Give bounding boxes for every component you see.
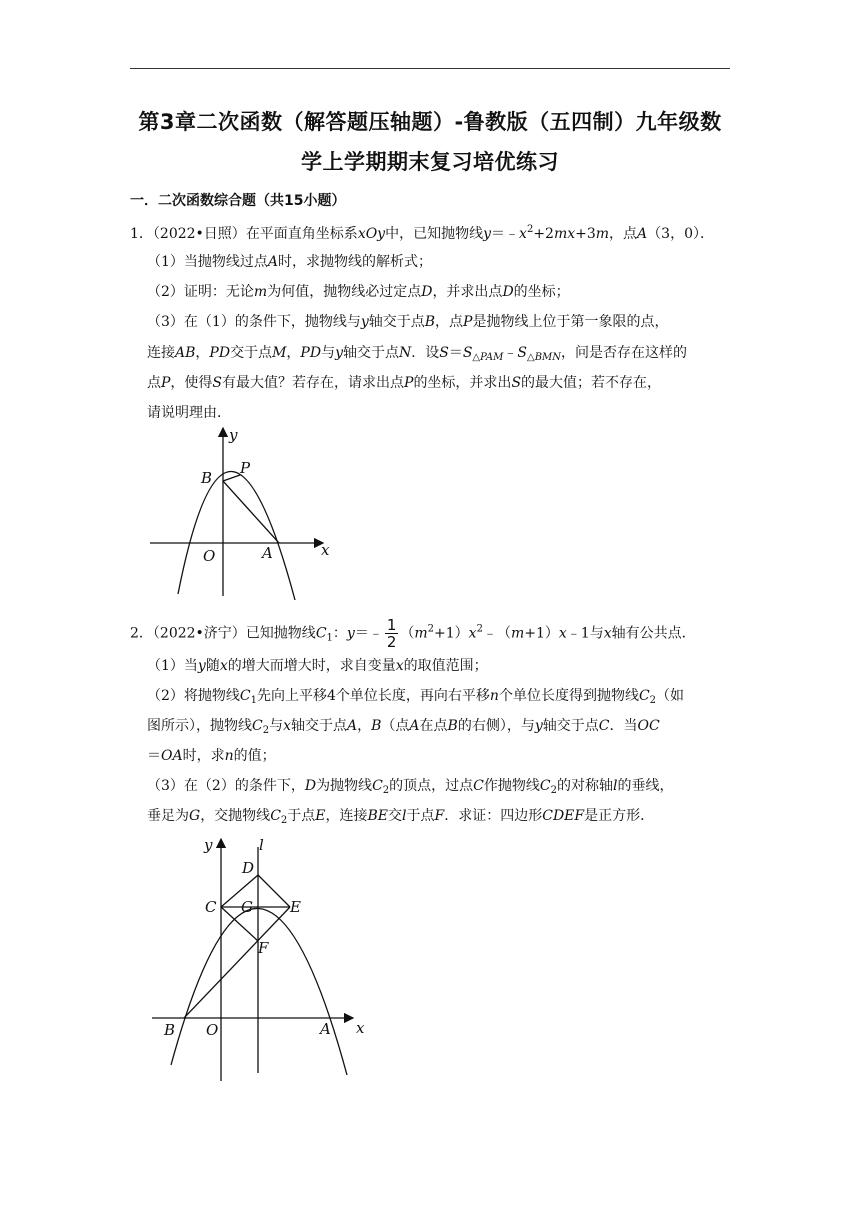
document-title-line-2: 学上学期期末复习培优练习	[301, 150, 559, 174]
label-o: O	[206, 1021, 219, 1039]
problem-1-part-1: （1）当抛物线过点A时，求抛物线的解析式；	[147, 254, 433, 270]
label-d: D	[242, 859, 255, 877]
label-x: x	[356, 1019, 365, 1037]
segment-de	[258, 875, 290, 907]
label-p: P	[240, 459, 251, 477]
section-heading: 一．二次函数综合题（共15小题）	[130, 193, 346, 209]
header-rule	[130, 68, 730, 69]
document-title-line-1: 第3章二次函数（解答题压轴题）-鲁教版（五四制）九年级数	[138, 110, 722, 134]
label-x: x	[321, 541, 330, 559]
problem-1-part-3-line-3: 点P，使得S有最大值？若存在，请求出点P的坐标，并求出S的最大值；若不存在，	[147, 375, 662, 391]
problem-1-part-3-line-1: （3）在（1）的条件下，抛物线与y轴交于点B，点P是抛物线上位于第一象限的点，	[147, 314, 669, 330]
problem-1-part-3-line-2: 连接AB，PD交于点M，PD与y轴交于点N．设$S=S_{\triangle PAM}﹣S_{\triangle BMN}$，问是否存在这样的	[147, 345, 688, 363]
problem-2-part-2-line-2: 图所示），抛物线$C_2$与x轴交于点A，B（点A在点B的右侧），与y轴交于点C．当OC	[147, 718, 660, 736]
label-a: A	[262, 544, 273, 562]
fraction-one-half: $\frac{1}{2}$	[386, 616, 397, 651]
label-f: F	[258, 939, 269, 957]
label-o: O	[203, 547, 216, 565]
label-e: E	[290, 898, 301, 916]
problem-1-figure	[145, 424, 345, 602]
label-l: l	[259, 836, 264, 854]
label-y: y	[229, 426, 238, 444]
label-c: C	[205, 898, 217, 916]
parabola-c2-curve	[171, 908, 347, 1075]
problem-1-part-3-line-4: 请说明理由．	[147, 405, 231, 421]
label-a: A	[320, 1020, 331, 1038]
segment-pa	[223, 481, 279, 543]
problem-2-figure	[150, 835, 385, 1085]
problem-2-part-3-line-2: 垂足为G，交抛物线$C_2$于点E，连接BE交l于点F．求证：四边形CDEF是正方形．	[147, 808, 655, 826]
problem-1-stem: 1．（2022•日照）在平面直角坐标系xOy中，已知抛物线$y=﹣x^2+2mx+3m$，点A（3，0）．	[130, 224, 714, 242]
segment-pd	[223, 475, 240, 481]
problem-2-part-3-line-1: （3）在（2）的条件下，D为抛物线$C_2$的顶点，过点C作抛物线$C_2$的对称轴l的垂线，	[147, 778, 674, 796]
problem-2-stem: 2．（2022•济宁）已知抛物线$C_1$：y＝﹣ $\frac{1}{2}$ $(m^2+1)x^2﹣(m+1)x﹣1$与x轴有公共点．	[130, 616, 696, 651]
parabola-curve	[178, 471, 295, 600]
label-b: B	[164, 1021, 176, 1039]
problem-2-part-2-line-1: （2）将抛物线$C_1$先向上平移4个单位长度，再向右平移n个单位长度得到抛物线$C_2$（如	[147, 688, 685, 706]
label-y: y	[204, 836, 213, 854]
problem-2-part-2-line-3: ＝OA时，求n的值；	[147, 748, 276, 764]
segment-be	[184, 907, 290, 1018]
problem-2-part-1: （1）当y随x的增大而增大时，求自变量x的取值范围；	[147, 658, 488, 674]
problem-1-part-2: （2）证明：无论m为何值，抛物线必过定点D，并求出点D的坐标；	[147, 284, 570, 300]
label-g: G	[241, 898, 253, 916]
label-b: B	[201, 469, 213, 487]
